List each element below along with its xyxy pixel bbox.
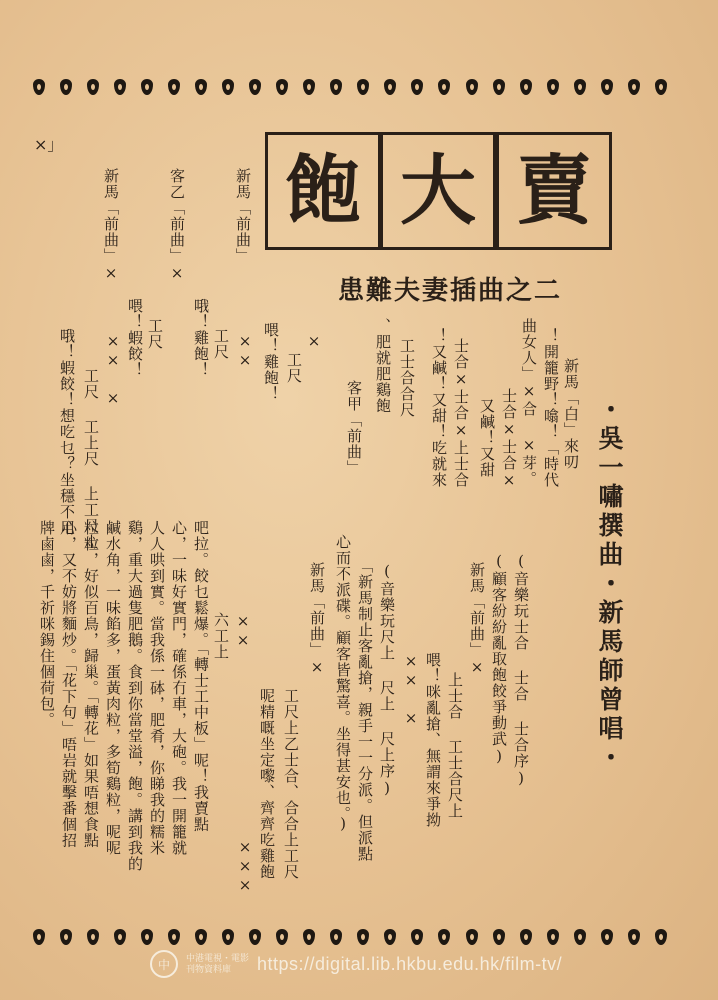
ornament-knot [219, 77, 237, 97]
lyric-column: 又鹹！又甜 [478, 398, 496, 478]
ornament-knot [300, 927, 318, 947]
ornament-knot [246, 927, 264, 947]
ornament-knot [327, 77, 345, 97]
credit-line: ・吳一嘯撰曲・新馬師曾唱・ [595, 396, 624, 773]
ornament-knot [408, 77, 426, 97]
lyric-column: 哦！蝦餃！想吃乜？坐穩不用 [58, 328, 76, 536]
notation-column: 士合×士合×上士合 [452, 338, 470, 488]
speaker-column: 新馬「前曲」× [468, 562, 486, 677]
library-name [186, 953, 249, 975]
ornament-knot [625, 927, 643, 947]
lyric-column: 哦！雞飽！ [192, 298, 210, 378]
ornament-knot [435, 77, 453, 97]
ornament-knot [192, 927, 210, 947]
library-url-link[interactable]: https://digital.lib.hkbu.edu.hk/film-tv/ [257, 953, 563, 974]
ornament-knot [219, 927, 237, 947]
corner-mark: ×」 [34, 135, 64, 154]
speaker-column: 客乙「前曲」× [168, 168, 186, 283]
notation-column: ×× [236, 332, 254, 370]
notation-column: × [305, 332, 323, 351]
ornament-knot [30, 77, 48, 97]
ornament-knot [354, 77, 372, 97]
ornament-knot [571, 927, 589, 947]
ornament-knot [138, 77, 156, 97]
ornament-knot [517, 77, 535, 97]
notation-column: 工尺 工上尺 上工尺士 [82, 368, 100, 550]
subtitle: 患難夫妻插曲之二 [337, 276, 562, 306]
library-name-line: 刊物資料庫 [186, 964, 232, 974]
ornament-knot [327, 927, 345, 947]
ornament-knot [111, 927, 129, 947]
ornament-knot [30, 927, 48, 947]
lyric-column: 呢精嘅坐定嚟、齊齊吃雞飽 [258, 688, 276, 880]
title-char: 飽 [285, 146, 361, 235]
notation-column: 工尺 [146, 318, 164, 350]
ornament-knot [84, 927, 102, 947]
lyric-column: 牌鹵鹵，千祈咪錫住個荷包。 [38, 520, 56, 728]
stage-direction-column: (音樂玩士合 士合 士合序) [512, 552, 530, 788]
ornament-knot [354, 927, 372, 947]
speaker-column: 新馬「前曲」× [308, 562, 326, 677]
title-char: 賣 [516, 146, 592, 235]
library-watermark [150, 950, 562, 978]
lyric-column: 曲女人」×合 ×芽。 [520, 318, 538, 487]
notation-column: ×× × [402, 652, 420, 728]
ornament-knot [490, 927, 508, 947]
ornament-knot [571, 77, 589, 97]
lyric-column: 、肥就肥鷄飽 [374, 318, 392, 414]
lyric-column: 喂！咪亂搶、無謂來爭拗 [424, 652, 442, 828]
ornament-knot [165, 927, 183, 947]
title-char-box [380, 132, 496, 250]
stage-direction-column: (顧客紛紛亂取飽餃爭動武) [490, 552, 508, 766]
title-char: 大 [400, 146, 476, 235]
ornament-knot [517, 927, 535, 947]
lyric-column: 新馬「白」來叨 [562, 358, 580, 470]
lyric-column: 吧拉。餃乜鬆爆。「轉士工中板」呢！我賣點 [192, 520, 210, 833]
ornament-knot [300, 77, 318, 97]
speaker-column: 新馬「前曲」× [102, 168, 120, 283]
notation-column: ××× [236, 838, 254, 895]
ornament-knot [490, 77, 508, 97]
notation-column: 工尺 [285, 352, 303, 384]
library-logo-icon: 中 [150, 950, 178, 978]
ornament-knot [246, 77, 264, 97]
bottom-ornament-border [30, 922, 670, 952]
ornament-knot [273, 927, 291, 947]
notation-column: 工士合合尺 [398, 338, 416, 418]
lyric-column: ！又鹹！又甜！吃就來 [430, 328, 448, 488]
notation-column: 工尺上乙士合、合合上工尺 [282, 688, 300, 880]
lyric-column: 鹹水角，一味餡多，蛋黃肉粒，多筍鷄粒，呢呢 [104, 520, 122, 856]
ornament-knot [544, 927, 562, 947]
ornament-knot [598, 77, 616, 97]
lyric-column: 鷄，重大過隻肥鵝。食到你當堂溢，飽。講到我的 [126, 520, 144, 872]
ornament-knot [111, 77, 129, 97]
notation-column: ×× × [104, 332, 122, 408]
ornament-knot [57, 77, 75, 97]
stage-direction-column: 「新馬制止客亂搶，親手一一分派。但派點 [356, 558, 374, 862]
ornament-knot [435, 927, 453, 947]
library-name-line: 中港電視・電影 [186, 953, 250, 963]
ornament-knot [84, 77, 102, 97]
notation-column: ×× [234, 612, 252, 650]
speaker-column: 客甲「前曲」 [345, 380, 363, 476]
ornament-knot [273, 77, 291, 97]
speaker-column: 新馬「前曲」 [234, 168, 252, 264]
ornament-knot [381, 77, 399, 97]
lyric-column: 心，又不妨將麵炒。「花下句」唔岩就擊番個招 [60, 520, 78, 849]
title-char-box [496, 132, 612, 250]
notation-column: 士合×士合× [500, 388, 518, 490]
notation-column: 上士合 工士合尺上 [446, 672, 464, 819]
ornament-knot [544, 77, 562, 97]
stage-direction-column: (音樂玩尺上 尺上 尺上序) [378, 562, 396, 798]
ornament-knot [463, 927, 481, 947]
lyric-column: 粒粒，好似百鳥，歸巢。「轉花」如果唔想食點 [82, 520, 100, 849]
ornament-knot [652, 77, 670, 97]
lyric-column: 人人哄到實。當我係一砵，肥肴，你睇我的糯米 [148, 520, 166, 856]
lyric-column: 喂！雞飽！ [262, 322, 280, 402]
ornament-knot [57, 927, 75, 947]
notation-column: 六工上 [212, 612, 230, 660]
ornament-knot [652, 927, 670, 947]
lyric-column: 喂！蝦餃！ [126, 298, 144, 378]
ornament-knot [192, 77, 210, 97]
top-ornament-border [30, 72, 670, 102]
lyric-column: ！開籠野！噏！「時代 [542, 328, 560, 488]
notation-column: 工尺 [212, 328, 230, 360]
ornament-knot [381, 927, 399, 947]
lyric-column: 心，一味好實門，確係冇車，大砲。我一開籠就 [170, 520, 188, 856]
ornament-knot [463, 77, 481, 97]
stage-direction-column: 心而不派碟。顧客皆驚喜。坐得甚安也。) [334, 534, 352, 834]
ornament-knot [598, 927, 616, 947]
ornament-knot [408, 927, 426, 947]
title-char-box [265, 132, 381, 250]
ornament-knot [165, 77, 183, 97]
ornament-knot [138, 927, 156, 947]
ornament-knot [625, 77, 643, 97]
